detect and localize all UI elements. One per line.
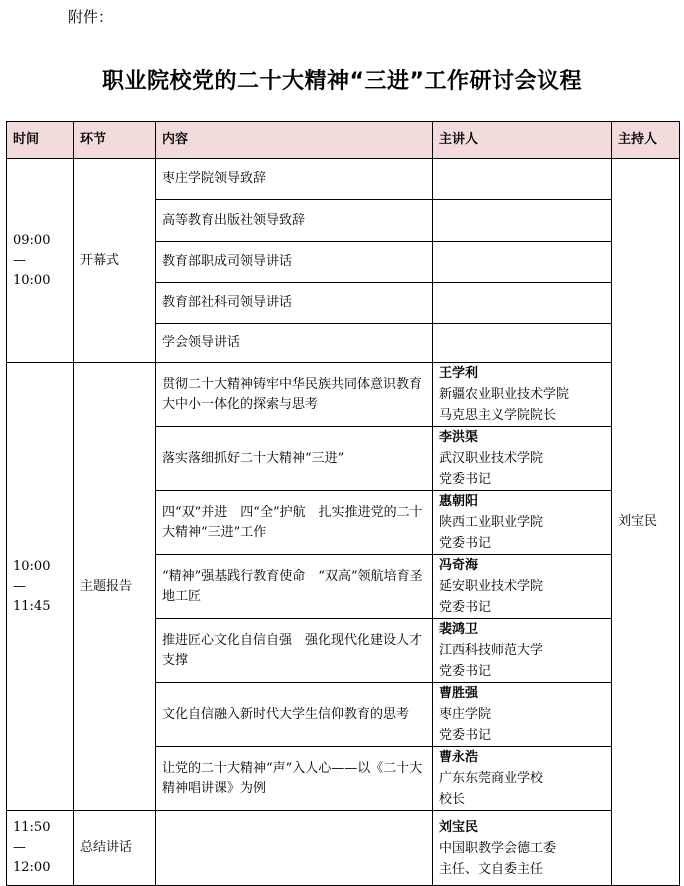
table-header-row xyxy=(7,122,680,159)
speaker-cell xyxy=(433,159,612,200)
speaker-cell xyxy=(433,619,612,683)
speaker-org: 广东东莞商业学校 xyxy=(439,771,544,786)
speaker-role: 马克思主义学院院长 xyxy=(439,408,557,423)
header-segment: 环节 xyxy=(74,122,156,159)
segment-closing: 总结讲话 xyxy=(74,811,156,886)
content-cell: 高等教育出版社领导致辞 xyxy=(156,200,433,242)
content-cell: 教育部社科司领导讲话 xyxy=(156,283,433,324)
speaker-cell xyxy=(433,242,612,283)
speaker-org: 武汉职业技术学院 xyxy=(439,451,544,466)
content-cell: 四“双”并进 四“全”护航 扎实推进党的二十大精神“三进”工作 xyxy=(156,491,433,555)
segment-opening: 开幕式 xyxy=(74,159,156,363)
speaker-cell xyxy=(433,324,612,363)
speaker-cell xyxy=(433,283,612,324)
speaker-name: 曹永浩 xyxy=(439,750,479,765)
speaker-org: 新疆农业职业技术学院 xyxy=(439,387,570,402)
speaker-name: 王学利 xyxy=(439,366,479,381)
speaker-name: 冯奇海 xyxy=(439,558,479,573)
speaker-cell xyxy=(433,363,612,427)
time-start: 10:00 xyxy=(13,558,51,574)
time-cell-closing xyxy=(7,811,74,886)
header-host: 主持人 xyxy=(612,122,680,159)
speaker-cell xyxy=(433,811,612,886)
header-speaker: 主讲人 xyxy=(433,122,612,159)
speaker-role: 主任、文自委主任 xyxy=(439,861,544,877)
time-end: 12:00 xyxy=(13,860,51,875)
content-cell: 枣庄学院领导致辞 xyxy=(156,159,433,200)
time-start: 09:00 xyxy=(13,232,51,248)
content-cell: 让党的二十大精神“声”入人心——以《二十大精神唱讲课》为例 xyxy=(156,747,433,811)
time-dash: — xyxy=(13,840,26,855)
speaker-cell xyxy=(433,427,612,491)
page-title: 职业院校党的二十大精神“三进”工作研讨会议程 xyxy=(102,69,582,94)
content-cell: 文化自信融入新时代大学生信仰教育的思考 xyxy=(156,683,433,747)
content-cell: 教育部职成司领导讲话 xyxy=(156,242,433,283)
segment-reports: 主题报告 xyxy=(74,363,156,811)
table-row xyxy=(7,363,680,427)
time-end: 11:45 xyxy=(13,598,51,614)
speaker-cell xyxy=(433,200,612,242)
content-cell: 落实落细抓好二十大精神“三进” xyxy=(156,427,433,491)
speaker-role: 党委书记 xyxy=(439,472,492,487)
speaker-role: 党委书记 xyxy=(439,728,492,743)
time-start: 11:50 xyxy=(13,820,51,835)
speaker-org: 中国职教学会德工委 xyxy=(439,840,557,856)
speaker-cell xyxy=(433,555,612,619)
speaker-name: 刘宝民 xyxy=(439,819,479,835)
speaker-org: 延安职业技术学院 xyxy=(439,579,544,594)
time-dash: — xyxy=(13,578,26,594)
speaker-role: 校长 xyxy=(439,792,466,807)
speaker-cell xyxy=(433,491,612,555)
header-time: 时间 xyxy=(7,122,74,159)
content-cell: 贯彻二十大精神铸牢中华民族共同体意识教育大中小一体化的探索与思考 xyxy=(156,363,433,427)
speaker-role: 党委书记 xyxy=(439,536,492,551)
time-cell-opening xyxy=(7,159,74,363)
time-end: 10:00 xyxy=(13,272,51,288)
agenda-table xyxy=(6,121,680,886)
table-row xyxy=(7,811,680,886)
content-cell: 推进匠心文化自信自强 强化现代化建设人才支撑 xyxy=(156,619,433,683)
content-cell xyxy=(156,811,433,886)
attachment-label: 附件： xyxy=(68,8,114,26)
speaker-org: 陕西工业职业学院 xyxy=(439,515,544,530)
speaker-cell xyxy=(433,747,612,811)
speaker-name: 李洪渠 xyxy=(439,430,479,445)
speaker-org: 江西科技师范大学 xyxy=(439,643,544,658)
table-row xyxy=(7,159,680,200)
content-cell: 学会领导讲话 xyxy=(156,324,433,363)
speaker-name: 惠朝阳 xyxy=(439,494,479,509)
speaker-name: 裴鸿卫 xyxy=(439,622,479,637)
speaker-role: 党委书记 xyxy=(439,664,492,679)
time-dash: — xyxy=(13,252,26,268)
content-cell: “精神”强基践行教育使命 “双高”领航培育圣地工匠 xyxy=(156,555,433,619)
speaker-org: 枣庄学院 xyxy=(439,707,492,722)
speaker-role: 党委书记 xyxy=(439,600,492,615)
header-content: 内容 xyxy=(156,122,433,159)
host-cell: 刘宝民 xyxy=(612,159,680,886)
speaker-cell xyxy=(433,683,612,747)
speaker-name: 曹胜强 xyxy=(439,686,479,701)
time-cell-reports xyxy=(7,363,74,811)
